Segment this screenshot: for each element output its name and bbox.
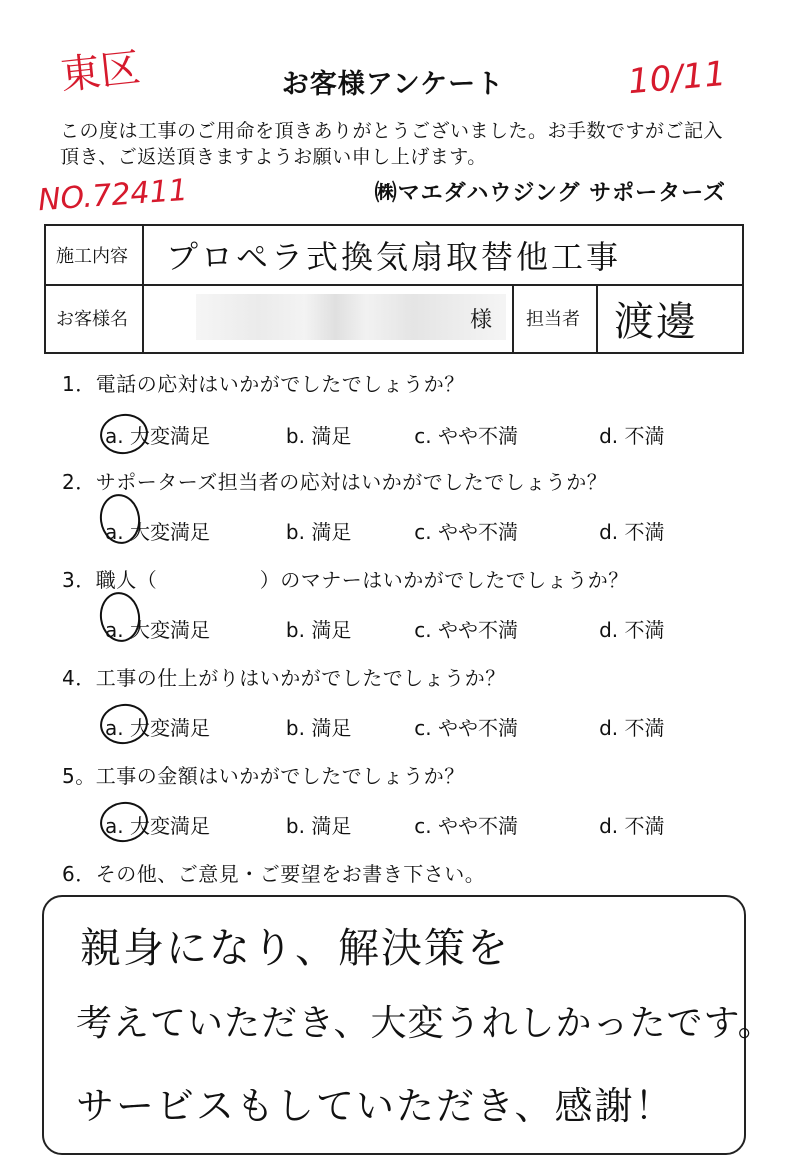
info-table (44, 224, 744, 354)
comment-line-2: 考えていただき、大変うれしかったです。 (76, 1003, 775, 1044)
customer-name-label: お客様名 (56, 309, 128, 330)
option-d[interactable]: d. 不満 (599, 424, 665, 448)
handwritten-date: 10/11 (626, 53, 728, 103)
question-6: 6．その他、ご意見・ご要望をお書き下さい。 (62, 862, 486, 886)
staff-label: 担当者 (526, 309, 580, 330)
divider (142, 226, 144, 284)
option-a[interactable]: a. 大変満足 (105, 520, 210, 544)
work-content-label: 施工内容 (56, 246, 128, 267)
page-title: お客様アンケート (281, 69, 505, 100)
selected-circle (97, 411, 150, 457)
handwritten-region: 東区 (58, 44, 143, 100)
option-b[interactable]: b. 満足 (285, 814, 352, 838)
divider (596, 284, 598, 352)
option-a[interactable]: a. 大変満足 (105, 424, 210, 448)
option-a[interactable]: a. 大変満足 (105, 814, 210, 838)
option-a[interactable]: a. 大変満足 (105, 618, 210, 642)
option-b[interactable]: b. 満足 (285, 716, 352, 740)
question-1: 1．電話の応対はいかがでしたでしょうか？ (62, 372, 465, 396)
work-content-value: プロペラ式換気扇取替他工事 (166, 238, 622, 276)
comment-line-1: 親身になり、解決策を (80, 924, 510, 972)
question-5: 5。工事の金額はいかがでしたでしょうか？ (62, 764, 465, 788)
handwritten-serial: NO.72411 (36, 172, 189, 219)
work-content-row (46, 226, 742, 286)
option-b[interactable]: b. 満足 (285, 424, 352, 448)
option-c[interactable]: c. やや不満 (414, 814, 519, 838)
options-q1 (105, 420, 745, 449)
company-name: ㈱マエダハウジング サポーターズ (374, 181, 726, 206)
divider (142, 284, 144, 352)
option-d[interactable]: d. 不満 (599, 618, 665, 642)
question-4: 4．工事の仕上がりはいかがでしたでしょうか？ (62, 666, 506, 690)
option-d[interactable]: d. 不満 (599, 716, 665, 740)
staff-name: 渡邊 (614, 298, 698, 345)
option-b[interactable]: b. 満足 (285, 618, 352, 642)
divider (512, 284, 514, 352)
redacted-customer-name (196, 294, 506, 340)
customer-row (46, 284, 742, 352)
option-c[interactable]: c. やや不満 (414, 716, 519, 740)
question-3: 3．職人（ ）のマナーはいかがでしたでしょうか？ (62, 568, 629, 592)
option-b[interactable]: b. 満足 (285, 520, 352, 544)
options-q2 (105, 516, 745, 545)
option-c[interactable]: c. やや不満 (414, 520, 519, 544)
option-c[interactable]: c. やや不満 (414, 618, 519, 642)
comment-line-3: サービスもしていただき、感謝！ (76, 1084, 675, 1128)
option-c[interactable]: c. やや不満 (414, 424, 519, 448)
intro-text: この度は工事のご用命を頂きありがとうございました。お手数ですがご記入頂き、ご返送頂きますようお願い申し上げます。 (60, 120, 724, 168)
honorific: 様 (470, 307, 493, 333)
options-q4 (105, 712, 745, 741)
option-d[interactable]: d. 不満 (599, 814, 665, 838)
options-q5 (105, 810, 745, 839)
options-q3 (105, 614, 745, 643)
option-d[interactable]: d. 不満 (599, 520, 665, 544)
question-2: 2．サポーターズ担当者の応対はいかがでしたでしょうか？ (62, 470, 608, 494)
option-a[interactable]: a. 大変満足 (105, 716, 210, 740)
